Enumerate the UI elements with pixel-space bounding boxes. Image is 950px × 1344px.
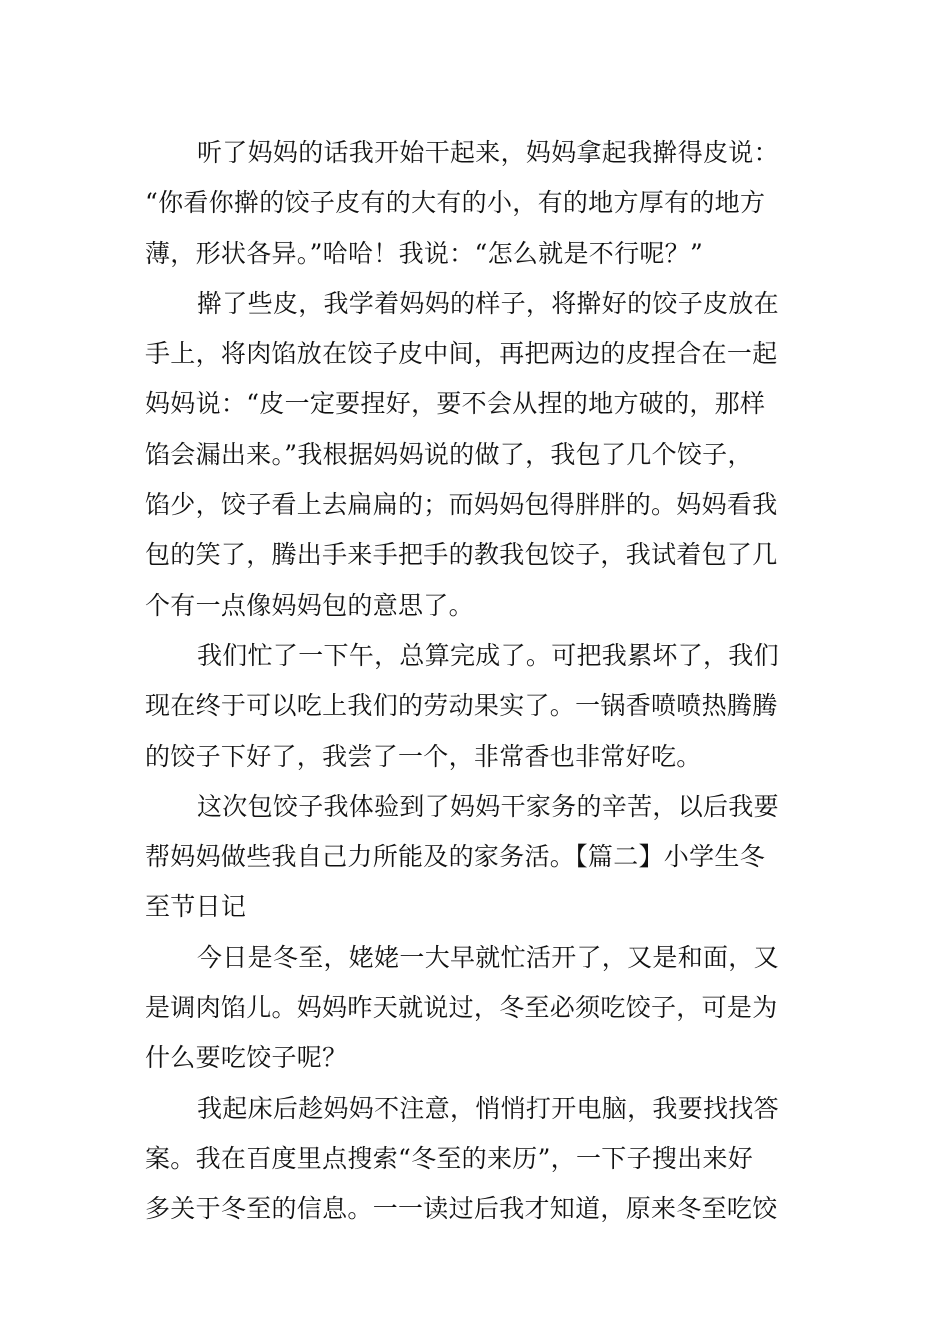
text-line: 个有一点像妈妈包的意思了。 xyxy=(145,590,474,620)
text-line: 的饺子下好了，我尝了一个，非常香也非常好吃。 xyxy=(145,741,702,771)
text-line: 馅会漏出来。”我根据妈妈说的做了，我包了几个饺子， xyxy=(145,439,753,469)
text-line: 帮妈妈做些我自己力所能及的家务活。【篇二】小学生冬 xyxy=(145,842,766,872)
paragraph-first-line: 今日是冬至，姥姥一大早就忙活开了，又是和面，又 xyxy=(197,942,779,972)
text-line: 妈妈说：“皮一定要捏好，要不会从捏的地方破的，那样 xyxy=(145,389,766,419)
paragraph-first-line: 听了妈妈的话我开始干起来，妈妈拿起我擀得皮说： xyxy=(197,138,779,167)
paragraph-first-line: 我们忙了一下午，总算完成了。可把我累坏了，我们 xyxy=(197,640,779,670)
text-line: 是调肉馅儿。妈妈昨天就说过，冬至必须吃饺子，可是为 xyxy=(145,993,778,1023)
text-line: 至节日记 xyxy=(145,892,247,922)
paragraph-first-line: 我起床后趁妈妈不注意，悄悄打开电脑，我要找找答 xyxy=(197,1093,779,1123)
text-line: “你看你擀的饺子皮有的大有的小，有的地方厚有的地方 xyxy=(145,188,766,218)
paragraph-first-line: 擀了些皮，我学着妈妈的样子，将擀好的饺子皮放在 xyxy=(197,288,779,318)
text-line: 多关于冬至的信息。一一读过后我才知道，原来冬至吃饺 xyxy=(145,1194,778,1224)
text-line: 什么要吃饺子呢？ xyxy=(145,1043,348,1073)
paragraph-first-line: 这次包饺子我体验到了妈妈干家务的辛苦，以后我要 xyxy=(197,791,779,821)
text-line: 薄，形状各异。”哈哈！我说：“怎么就是不行呢？” xyxy=(145,238,704,268)
text-line: 手上，将肉馅放在饺子皮中间，再把两边的皮捏合在一起 xyxy=(145,339,778,369)
text-line: 馅少，饺子看上去扁扁的；而妈妈包得胖胖的。妈妈看我 xyxy=(145,490,778,520)
text-line: 现在终于可以吃上我们的劳动果实了。一锅香喷喷热腾腾 xyxy=(145,691,778,721)
body-text xyxy=(145,128,810,1235)
text-line: 包的笑了，腾出手来手把手的教我包饺子，我试着包了几 xyxy=(145,540,778,570)
text-line: 案。我在百度里点搜索“冬至的来历”，一下子搜出来好 xyxy=(145,1143,754,1173)
